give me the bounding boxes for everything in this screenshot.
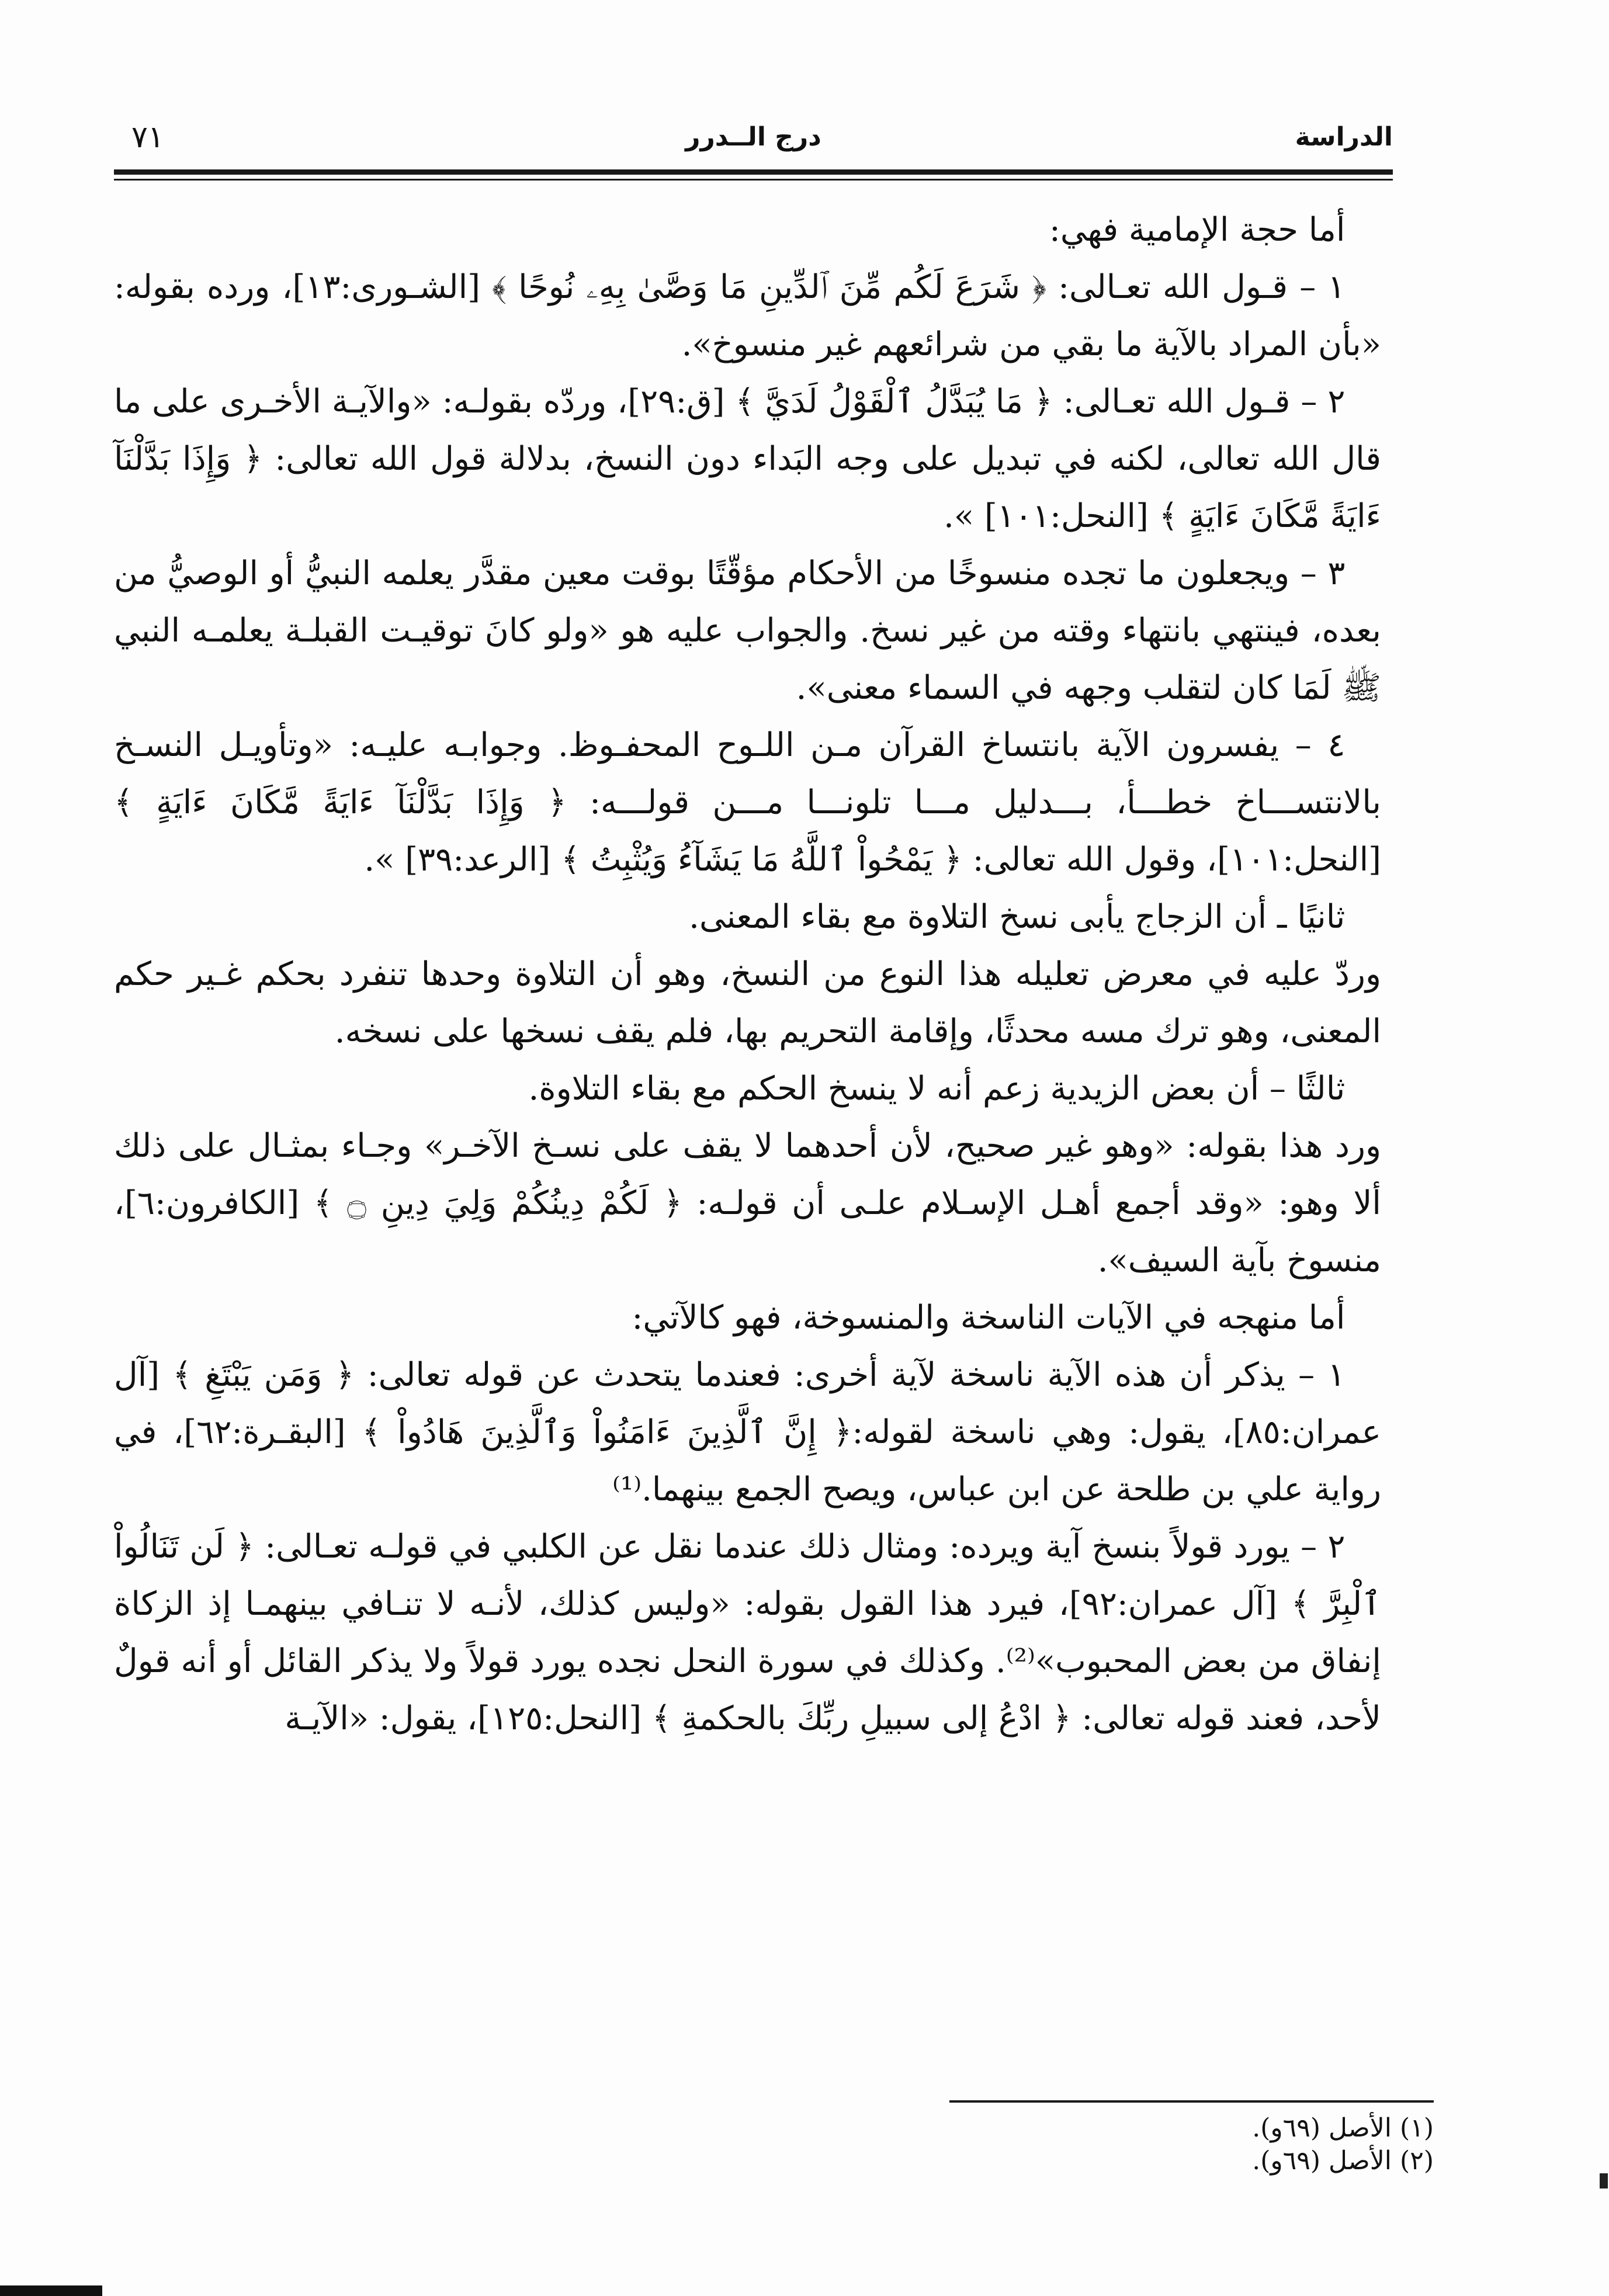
- footnote-2: (٢) الأصل (٦٩و).: [1252, 2146, 1434, 2176]
- footnote-1: (١) الأصل (٦٩و).: [1252, 2113, 1434, 2143]
- scan-side-tick: [1600, 2173, 1608, 2189]
- paragraph-point-2: ٢ – قـول الله تعـالى: ﴿ مَا يُبَدَّلُ ٱلْقَوْلُ لَدَيَّ ﴾ [ق:٢٩]، وردّه بقولـه: «والآيـة الأخـرى على ما قال الله تعالى، لكنه في تبديل على وجه البَداء دون النسخ، بدلالة قول الله تعالى: ﴿ وَإِذَا بَدَّلْنَآ ءَايَةً مَّكَانَ ءَايَةٍ ﴾ [النحل:١٠١] ».: [114, 383, 1381, 535]
- footnotes: [818, 2112, 1434, 2177]
- paragraph-point-1: ١ – قـول الله تعـالى: ﴿ شَرَعَ لَكُم مِّنَ ٱلدِّينِ مَا وَصَّىٰ بِهِۦ نُوحًا ﴾ [الشـورى:١٣]، ورده بقوله: «بأن المراد بالآية ما بقي من شرائعهم غير منسوخ».: [114, 268, 1381, 363]
- page-number: ٧١: [131, 120, 164, 155]
- paragraph-method: أما منهجه في الآيات الناسخة والمنسوخة، فهو كالآتي:: [632, 1299, 1346, 1337]
- paragraph-method-2: ٢ – يورد قولاً بنسخ آية ويرده: ومثال ذلك عندما نقل عن الكلبي في قولـه تعـالى: ﴿ لَن تَنَالُواْ ٱلْبِرَّ ﴾ [آل عمران:٩٢]، فيرد هذا القول بقوله: «وليس كذلك، لأنـه لا تنـافي بينهمـا إذ الزكاة إنفاق من بعض المحبوب»⁽²⁾. وكذلك في سورة النحل نجده يورد قولاً ولا يذكر القائل أو أنه قولٌ لأحد، فعند قوله تعالى: ﴿ ادْعُ إلى سبيلِ ربِّكَ بالحكمةِ ﴾ [النحل:١٢٥]، يقول: «الآيـة: [114, 1528, 1381, 1737]
- paragraph-second-reply: وردّ عليه في معرض تعليله هذا النوع من النسخ، وهو أن التلاوة وحدها تنفرد بحكم غـير حكم المعنى، وهو ترك مسه محدثًا، وإقامة التحريم بها، فلم يقف نسخها على نسخه.: [114, 955, 1381, 1050]
- paragraph-third-reply: ورد هذا بقوله: «وهو غير صحيح، لأن أحدهما لا يقف على نسـخ الآخـر» وجـاء بمثـال على ذلك ألا وهو: «وقد أجمع أهـل الإسـلام علـى أن قولـه: ﴿ لَكُمْ دِينُكُمْ وَلِيَ دِينِ ۝ ﴾ [الكافرون:٦]، منسوخ بآية السيف».: [114, 1127, 1381, 1279]
- paragraph-third: ثالثًا – أن بعض الزيدية زعم أنه لا ينسخ الحكم مع بقاء التلاوة.: [528, 1070, 1346, 1108]
- book-title: درج الــدرر: [685, 122, 821, 152]
- scan-edge-mark: [0, 2285, 102, 2296]
- paragraph-second: ثانيًا ـ أن الزجاج يأبى نسخ التلاوة مع بقاء المعنى.: [689, 898, 1346, 936]
- header-rule-thick: [114, 169, 1393, 175]
- footnote-rule: [949, 2100, 1434, 2103]
- body-text: [114, 202, 1381, 1747]
- running-header: [114, 111, 1393, 164]
- paragraph-intro: أما حجة الإمامية فهي:: [1049, 211, 1346, 249]
- paragraph-method-1: ١ – يذكر أن هذه الآية ناسخة لآية أخرى: فعندما يتحدث عن قوله تعالى: ﴿ وَمَن يَبْتَغِ ﴾ [آل عمران:٨٥]، يقول: وهي ناسخة لقوله:﴿ إِنَّ ٱلَّذِينَ ءَامَنُواْ وَٱلَّذِينَ هَادُواْ ﴾ [البقـرة:٦٢]، في رواية علي بن طلحة عن ابن عباس، ويصح الجمع بينهما.⁽¹⁾: [114, 1356, 1381, 1508]
- paragraph-point-4: ٤ – يفسرون الآية بانتساخ القرآن مـن اللـوح المحفـوظ. وجوابـه عليـه: «وتأويـل النسـخ بالانتســـاخ خطـــأ، بـــدليل مـــا تلونـــا مـــن قولـــه: ﴿ وَإِذَا بَدَّلْنَآ ءَايَةً مَّكَانَ ءَايَةٍ ﴾ [النحل:١٠١]، وقول الله تعالى: ﴿ يَمْحُواْ ٱللَّهُ مَا يَشَآءُ وَيُثْبِتُ ﴾ [الرعد:٣٩] ».: [114, 726, 1381, 879]
- section-title: الدراسة: [1295, 122, 1393, 152]
- header-rule-thin: [114, 179, 1393, 181]
- paragraph-point-3: ٣ – ويجعلون ما تجده منسوخًا من الأحكام مؤقّتًا بوقت معين مقدَّر يعلمه النبيُّ أو الوصيُّ من بعده، فينتهي بانتهاء وقته من غير نسخ. والجواب عليه هو «ولو كانَ توقيـت القبلـة يعلمـه النبي ﷺ لَمَا كان لتقلب وجهه في السماء معنى».: [114, 554, 1381, 707]
